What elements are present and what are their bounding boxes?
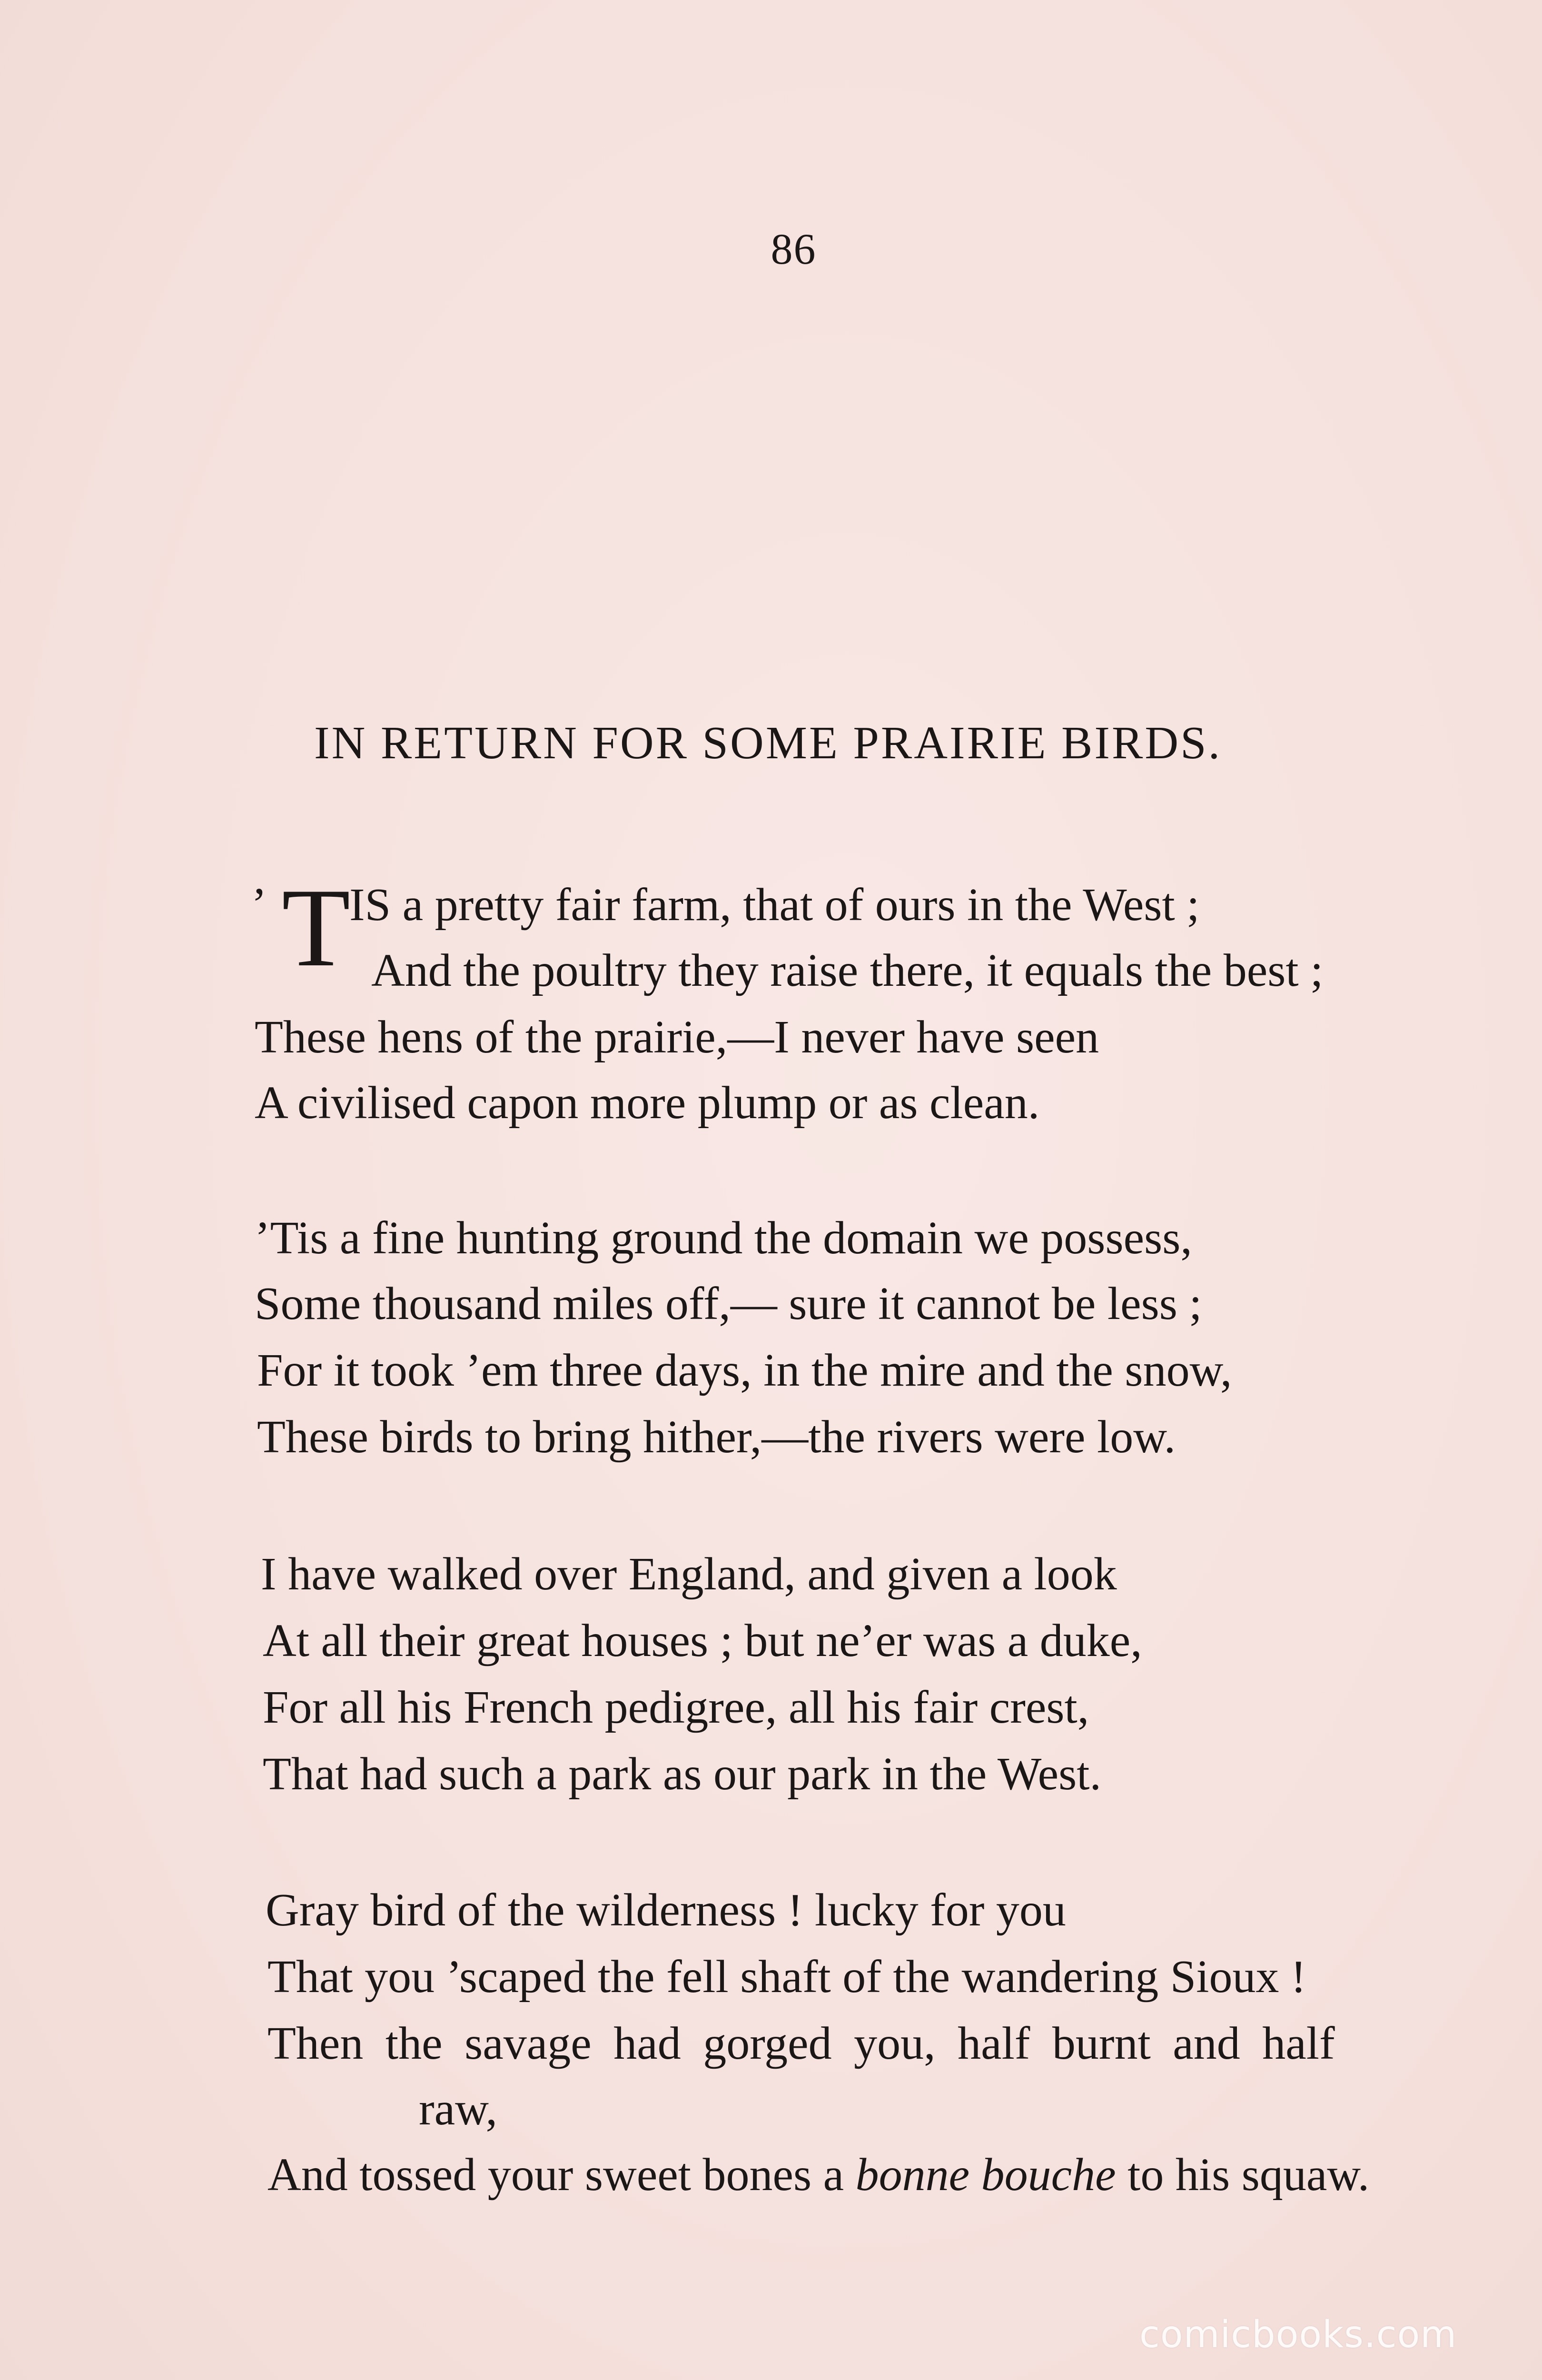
poem-line: IS a pretty fair farm, that of ours in the West ; (349, 879, 1200, 931)
poem-line-segment: to his squaw. (1127, 2149, 1370, 2201)
poem-line: For all his French pedigree, all his fair crest, (263, 1682, 1089, 1733)
poem-line: Some thousand miles off,— sure it cannot be less ; (255, 1278, 1202, 1329)
watermark: comicbooks.com (1139, 2313, 1457, 2356)
poem-line: At all their great houses ; but ne’er was a duke, (263, 1615, 1142, 1666)
poem-line: Gray bird of the wilderness ! lucky for you (266, 1884, 1066, 1936)
poem-line (267, 2149, 1370, 2201)
poem-line-justified (267, 2020, 1472, 2067)
poem-title: IN RETURN FOR SOME PRAIRIE BIRDS. (314, 717, 1222, 769)
poem-line: Then the savage had gorged you, half burnt and half (267, 2018, 1335, 2069)
poem-line: And the poultry they raise there, it equals the best ; (371, 945, 1324, 996)
poem-line: These hens of the prairie,—I never have seen (255, 1012, 1099, 1063)
poem-line-continuation: raw, (419, 2083, 498, 2135)
poem-line: I have walked over England, and given a look (261, 1548, 1117, 1600)
poem-line: That you ’scaped the fell shaft of the wandering Sioux ! (267, 1951, 1306, 2003)
poem-line: That had such a park as our park in the West. (263, 1748, 1101, 1800)
dropcap-apostrophe: ’ (251, 879, 267, 930)
poem-line: For it took ’em three days, in the mire and the snow, (257, 1345, 1232, 1396)
poem-line-italic-phrase: bonne bouche (855, 2149, 1116, 2201)
dropcap-letter: T (282, 866, 351, 990)
poem-line-segment: And tossed your sweet bones a (267, 2149, 844, 2201)
page-number: 86 (771, 225, 817, 273)
poem-line: These birds to bring hither,—the rivers were low. (257, 1411, 1176, 1463)
poem-line: ’Tis a fine hunting ground the domain we possess, (255, 1212, 1192, 1264)
poem-line: A civilised capon more plump or as clean. (255, 1077, 1040, 1129)
